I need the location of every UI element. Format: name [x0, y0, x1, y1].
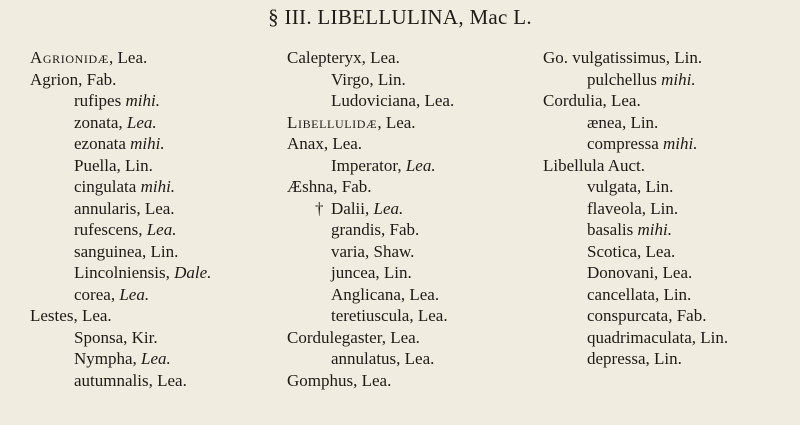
species-entry: [287, 90, 537, 112]
separator: ,: [361, 48, 371, 67]
authority: Lea.: [157, 370, 187, 390]
taxon-name: varia: [331, 241, 365, 261]
separator: ,: [409, 306, 418, 325]
taxon-name: ænea: [587, 112, 622, 132]
taxon-name: Cordulegaster: [287, 327, 382, 347]
species-entry: [287, 305, 537, 327]
taxon-name: pulchellus: [587, 69, 657, 89]
taxon-name: Libellulidæ: [287, 112, 378, 132]
species-entry: [30, 370, 280, 392]
taxon-name: compressa: [587, 134, 659, 153]
species-entry: [30, 155, 280, 177]
species-entry: [30, 241, 280, 263]
taxon-name: flaveola: [587, 198, 642, 218]
separator: ,: [141, 241, 151, 261]
species-entry: [543, 305, 793, 327]
separator: ,: [654, 263, 663, 282]
genus-entry: [543, 47, 793, 69]
authority: Lea.: [117, 48, 148, 67]
authority: Lea.: [373, 198, 404, 218]
authority: Lin.: [674, 48, 703, 67]
genus-entry: [30, 69, 280, 91]
authority: Lea.: [645, 241, 676, 261]
taxon-name: rufipes: [74, 91, 122, 110]
authority: mihi.: [637, 220, 673, 239]
species-entry: [287, 284, 537, 306]
separator: ,: [123, 327, 132, 347]
authority: Fab.: [389, 220, 420, 239]
authority: Lin.: [377, 69, 406, 89]
separator: ,: [377, 112, 386, 132]
species-entry: [543, 198, 793, 220]
species-column-1: [30, 47, 280, 391]
separator: ,: [364, 241, 374, 261]
taxon-name: sanguinea: [74, 241, 142, 261]
separator: ,: [165, 263, 175, 282]
separator: ,: [365, 198, 374, 218]
separator: ,: [118, 112, 127, 132]
species-entry: [287, 262, 537, 284]
separator: ,: [396, 349, 405, 368]
authority: Lea.: [81, 306, 112, 325]
taxon-name: cancellata: [587, 284, 655, 304]
species-entry: [30, 176, 280, 198]
authority: Lea.: [370, 48, 400, 67]
authority: Lea.: [361, 370, 392, 390]
taxon-name: Sponsa: [74, 327, 124, 347]
species-entry: [30, 327, 280, 349]
species-entry: [543, 112, 793, 134]
taxon-name: cingulata: [74, 177, 137, 196]
authority: Fab.: [676, 306, 707, 325]
separator: ,: [654, 284, 664, 304]
authority: mihi.: [663, 134, 698, 153]
separator: ,: [621, 112, 631, 132]
species-entry: [543, 327, 793, 349]
taxon-name: Agrion: [30, 69, 79, 89]
separator: ,: [415, 91, 425, 110]
dagger-mark: †: [315, 198, 324, 218]
taxon-name: Dalii: [331, 198, 365, 218]
authority: Lea.: [146, 220, 177, 239]
authority: Shaw.: [373, 241, 415, 261]
species-entry: [30, 284, 280, 306]
authority: Lin.: [654, 349, 682, 368]
authority: Lin.: [630, 112, 659, 132]
separator: ,: [668, 306, 677, 325]
species-entry: [30, 198, 280, 220]
authority: Lea.: [662, 263, 693, 282]
authority: Lin.: [645, 177, 674, 196]
taxon-name: zonata: [74, 112, 119, 132]
genus-entry: [543, 155, 793, 177]
authority: Lea.: [424, 91, 455, 110]
taxon-name: Agrionidæ: [30, 48, 110, 67]
taxon-name: Ludoviciana: [331, 91, 416, 110]
genus-entry: [287, 133, 537, 155]
taxon-name: conspurcata: [587, 306, 669, 325]
authority: Lea.: [611, 91, 641, 110]
taxon-name: vulgata: [587, 177, 638, 196]
taxon-name: juncea: [331, 263, 376, 282]
separator: ,: [116, 155, 125, 175]
taxon-name: Virgo: [331, 69, 370, 89]
separator: ,: [138, 220, 147, 239]
separator: ,: [602, 91, 611, 110]
taxon-name: Imperator: [331, 155, 398, 175]
genus-entry: [287, 176, 537, 198]
genus-entry: [287, 327, 537, 349]
separator: ,: [637, 177, 646, 196]
authority: Lea.: [385, 112, 416, 132]
taxon-name: annularis: [74, 198, 137, 218]
authority: mihi.: [140, 177, 176, 196]
family-entry: [287, 112, 537, 134]
authority: Lea.: [332, 134, 363, 153]
authority: Lea.: [126, 112, 157, 132]
species-entry: [287, 198, 537, 220]
taxon-name: Æshna: [287, 177, 334, 196]
genus-entry: [543, 90, 793, 112]
species-entry: [30, 90, 280, 112]
authority: mihi.: [661, 69, 696, 89]
authority: Lin.: [150, 241, 179, 261]
separator: ,: [136, 198, 145, 218]
family-entry: [30, 47, 280, 69]
authority: Lea.: [141, 349, 171, 368]
taxon-name: rufescens: [74, 220, 139, 239]
taxon-name: Anglicana: [331, 284, 401, 304]
authority: Lin.: [663, 284, 692, 304]
species-entry: [543, 241, 793, 263]
species-entry: [287, 348, 537, 370]
species-entry: [30, 219, 280, 241]
separator: ,: [381, 220, 390, 239]
species-entry: [287, 155, 537, 177]
species-entry: [287, 219, 537, 241]
taxon-name: quadrimaculata: [587, 327, 692, 347]
genus-entry: [30, 305, 280, 327]
taxon-name: Scotica: [587, 241, 638, 261]
species-entry: [543, 262, 793, 284]
separator: ,: [400, 284, 410, 304]
taxon-name: Nympha: [74, 349, 133, 368]
species-entry: [543, 284, 793, 306]
authority: Kir.: [131, 327, 158, 347]
species-entry: [287, 241, 537, 263]
separator: ,: [110, 284, 120, 304]
species-entry: [30, 133, 280, 155]
authority: mihi.: [130, 134, 165, 153]
separator: ,: [665, 48, 675, 67]
authority: Lin.: [650, 198, 679, 218]
species-entry: [543, 69, 793, 91]
separator: ,: [132, 349, 142, 368]
authority: Dale.: [174, 263, 212, 282]
authority: Lea.: [409, 284, 440, 304]
separator: ,: [637, 241, 646, 261]
taxon-name: annulatus: [331, 349, 397, 368]
separator: ,: [109, 48, 118, 67]
taxon-name: Anax: [287, 134, 324, 153]
taxon-name: Cordulia: [543, 91, 603, 110]
genus-entry: [287, 47, 537, 69]
separator: ,: [641, 198, 651, 218]
separator: ,: [353, 370, 362, 390]
authority: Lea.: [144, 198, 175, 218]
authority: Lea.: [390, 327, 420, 347]
species-entry: [543, 176, 793, 198]
species-entry: [543, 219, 793, 241]
authority: Lin.: [125, 155, 153, 175]
separator: ,: [323, 134, 333, 153]
authority: Lin.: [383, 263, 412, 282]
taxon-name: corea: [74, 284, 111, 304]
species-entry: [543, 348, 793, 370]
taxon-name: Lestes: [30, 306, 74, 325]
separator: ,: [645, 349, 655, 368]
genus-entry: [287, 370, 537, 392]
taxon-name: teretiuscula: [331, 306, 410, 325]
species-entry: [287, 69, 537, 91]
separator: ,: [78, 69, 87, 89]
species-column-3: [543, 47, 793, 370]
taxon-name: grandis: [331, 220, 382, 239]
authority: Auct.: [607, 155, 645, 175]
authority: Lea.: [119, 284, 150, 304]
authority: mihi.: [125, 91, 160, 110]
authority: Lea.: [404, 349, 435, 368]
taxon-name: Calepteryx: [287, 48, 362, 67]
separator: ,: [691, 327, 701, 347]
taxon-name: Go. vulgatissimus: [543, 48, 666, 67]
taxon-name: autumnalis: [74, 370, 149, 390]
taxon-name: Lincolniensis: [74, 263, 166, 282]
taxon-name: Libellula: [543, 155, 605, 175]
separator: ,: [73, 306, 82, 325]
separator: ,: [369, 69, 378, 89]
species-entry: [543, 133, 793, 155]
taxon-name: Donovani: [587, 263, 655, 282]
authority: Lea.: [417, 306, 448, 325]
authority: Fab.: [86, 69, 117, 89]
separator: ,: [397, 155, 406, 175]
authority: Fab.: [341, 177, 372, 196]
page-title: § III. LIBELLULINA, Mac L.: [268, 5, 532, 29]
separator: ,: [333, 177, 342, 196]
separator: ,: [381, 327, 391, 347]
taxon-name: Gomphus: [287, 370, 354, 390]
species-column-2: [287, 47, 537, 391]
authority: Lin.: [700, 327, 729, 347]
separator: ,: [375, 263, 384, 282]
taxon-name: ezonata: [74, 134, 126, 153]
taxon-name: depressa: [587, 349, 646, 368]
species-entry: [30, 112, 280, 134]
authority: Lea.: [405, 155, 436, 175]
separator: ,: [148, 370, 158, 390]
species-entry: [30, 262, 280, 284]
species-entry: [30, 348, 280, 370]
taxon-name: Puella: [74, 155, 117, 175]
taxon-name: basalis: [587, 220, 634, 239]
